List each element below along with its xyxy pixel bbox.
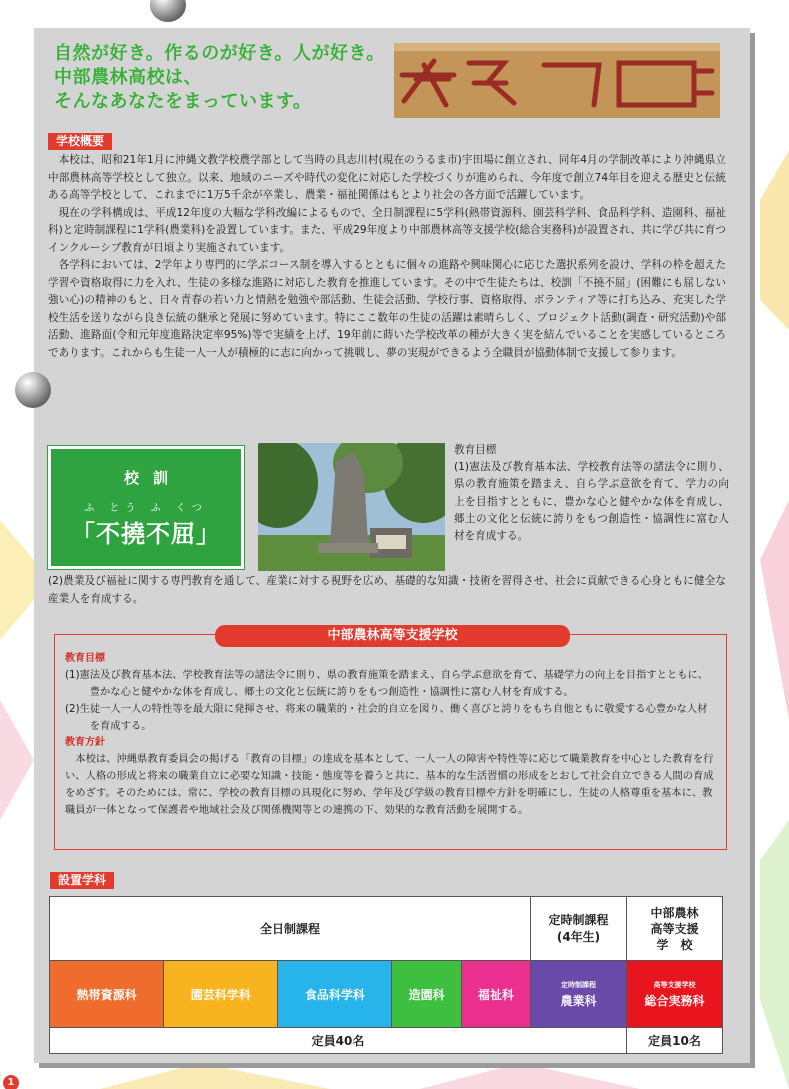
motto-ruby: ふ とう ふ くつ	[84, 503, 208, 514]
school-motto	[48, 446, 244, 569]
overview-label: 学校概要	[48, 133, 112, 150]
departments-label: 設置学科	[50, 872, 114, 889]
dept-general-practice-small: 高等支援学校	[653, 980, 696, 989]
support-school-header: 中部農林 高等支援 学 校	[627, 897, 723, 961]
goals-item-1: (1)憲法及び教育基本法、学校教育法等の諸法令に則り、県の教育施策を踏まえ、自ら学ぶ意欲を育て、学力の向上を目指すとともに、豊かな心と健やかな体を育成し、郷土の文化と伝統に誇りをもつ創造性・協調性に富む人材を育成する。	[454, 461, 729, 543]
fulltime-course-header: 全日制課程	[50, 897, 531, 961]
school-info-card	[34, 28, 750, 1063]
slogan-line-1: 自然が好き。作るのが好き。人が好き。	[54, 43, 385, 64]
education-goals	[454, 442, 729, 545]
support-policy-text: 本校は、沖縄県教育委員会の掲げる「教育の目標」の達成を基本として、一人一人の障害や特性等に応じて職業教育を中心とした教育を行い、人格の形成と将来の職業自立に必要な知識・技能・態度等を養うと共に、基本的な生活習慣の形成をとおして社会自立できる人間の育成をめざす。そのためには、常に、学校の教育目標の具現化に努め、学年及び学級の教育目標や方針を明確にし、生徒の人格尊重を基本に、教職員が一体となって保護者や地域社会及び関係機関等との連携の下、効果的な教育活動を展開する。	[65, 753, 714, 816]
support-goal-label: 教育目標	[65, 653, 105, 664]
motto-title: 校訓	[123, 469, 182, 487]
dept-tropical-resources: 熱帯資源科	[50, 961, 164, 1028]
overview-paragraph-2: 現在の学科構成は、平成12年度の大幅な学科改編によるもので、全日制課程に5学科(熱帯資源科、園芸科学科、食品科学科、造園科、福祉科)と定時制課程に1学科(農業科)を設置しています。また、平成29年度より中部農林高等支援学校(総合実務科)が設置され、共に学び共に育つインクルーシブ教育が日頃より実施されています。	[48, 206, 726, 254]
slogan-line-2: 中部農林高校は、	[54, 67, 202, 88]
binder-ring-left	[15, 372, 51, 408]
slogan-line-3: そんなあなたをまっています。	[54, 91, 312, 112]
dept-general-practice-name: 総合実務科	[644, 993, 705, 1008]
overview-paragraph-1: 本校は、昭和21年1月に沖縄文教学校農学部として当時の具志川村(現在のうるま市)宇田場に創立され、同年4月の学制改革により沖縄県立中部農林高等学校として独立。以来、地域のニーズや時代の変化に対応した学校づくりが進められ、今年度で創立74年目を迎える歴史と伝統ある高等学校として、これまでに1万5千余が卒業し、農業・福祉関係はもとより社会の各方面で活躍しています。	[48, 154, 726, 201]
support-goal-2: (2)生徒一人一人の特性等を最大限に発揮させ、将来の職業的・社会的自立を図り、働く喜びと誇りをもち自他ともに敬愛する心豊かな人材を育成する。	[65, 703, 708, 732]
page-number: 1	[3, 1075, 19, 1089]
dept-welfare: 福祉科	[461, 961, 530, 1028]
support-school-box	[54, 628, 727, 850]
capacity-fulltime: 定員40名	[50, 1028, 627, 1054]
goals-heading: 教育目標	[454, 444, 497, 456]
departments-table	[49, 896, 723, 1054]
support-goal-1: (1)憲法及び教育基本法、学校教育法等の諸法令に則り、県の教育施策を踏まえ、自ら学ぶ意欲を育て、基礎学力の向上を目指すとともに、豊かな心と健やかな体を育成し、郷土の文化と伝統に誇りをもつ創造性・協調性に富む人材を育成する。	[65, 669, 709, 698]
students-formation-photo	[394, 43, 720, 118]
dept-landscape: 造園科	[392, 961, 461, 1028]
support-policy-label: 教育方針	[65, 737, 105, 748]
support-school-title: 中部農林高等支援学校	[215, 625, 570, 647]
slogan	[54, 42, 399, 114]
overview-paragraph-3: 各学科においては、2学年より専門的に学ぶコース制を導入するとともに個々の進路や興味関心に応じた選択系列を設け、学科の枠を超えた学習や資格取得に力を入れ、生徒の多様な進路に対応した教育を推進しています。その中で生徒たちは、校訓「不撓不屈」(困難にも屈しない強い心)の精神のもと、日々青春の若い力と情熱を勉強や部活動、生徒会活動、学校行事、資格取得、ボランティア等に打ち込み、充実した学校生活を送りながら良き伝統の継承と発展に努めています。特にここ数年の生徒の活躍は素晴らしく、プロジェクト活動(調査・研究活動)や部活動、進路面(令和元年度進路決定率95%)等で実績を上げ、19年前に蒔いた学校改革の種が大きく実を結んでいることを実感しているところであります。これからも生徒一人一人が積極的に志に向かって挑戦し、夢の実現ができるよう全職員が協動体制で支援して参ります。	[48, 259, 726, 359]
monument-photo	[258, 443, 445, 571]
dept-agriculture	[531, 961, 627, 1028]
dept-general-practice	[627, 961, 723, 1028]
overview-text	[48, 152, 726, 362]
capacity-support: 定員10名	[627, 1028, 723, 1054]
goals-item-2: (2)農業及び福祉に関する専門教育を通して、産業に対する視野を広め、基礎的な知識・技術を習得させ、社会に貢献できる心身ともに健全な産業人を育成する。	[48, 575, 726, 605]
support-school-content	[65, 651, 716, 819]
motto-text: 「不撓不屈」	[71, 520, 221, 548]
parttime-course-header: 定時制課程 (4年生)	[531, 897, 627, 961]
dept-food-science: 食品科学科	[278, 961, 392, 1028]
dept-agriculture-name: 農業科	[560, 993, 597, 1008]
dept-agriculture-small: 定時制課程	[561, 980, 596, 989]
dept-horticulture-science: 園芸科学科	[164, 961, 278, 1028]
